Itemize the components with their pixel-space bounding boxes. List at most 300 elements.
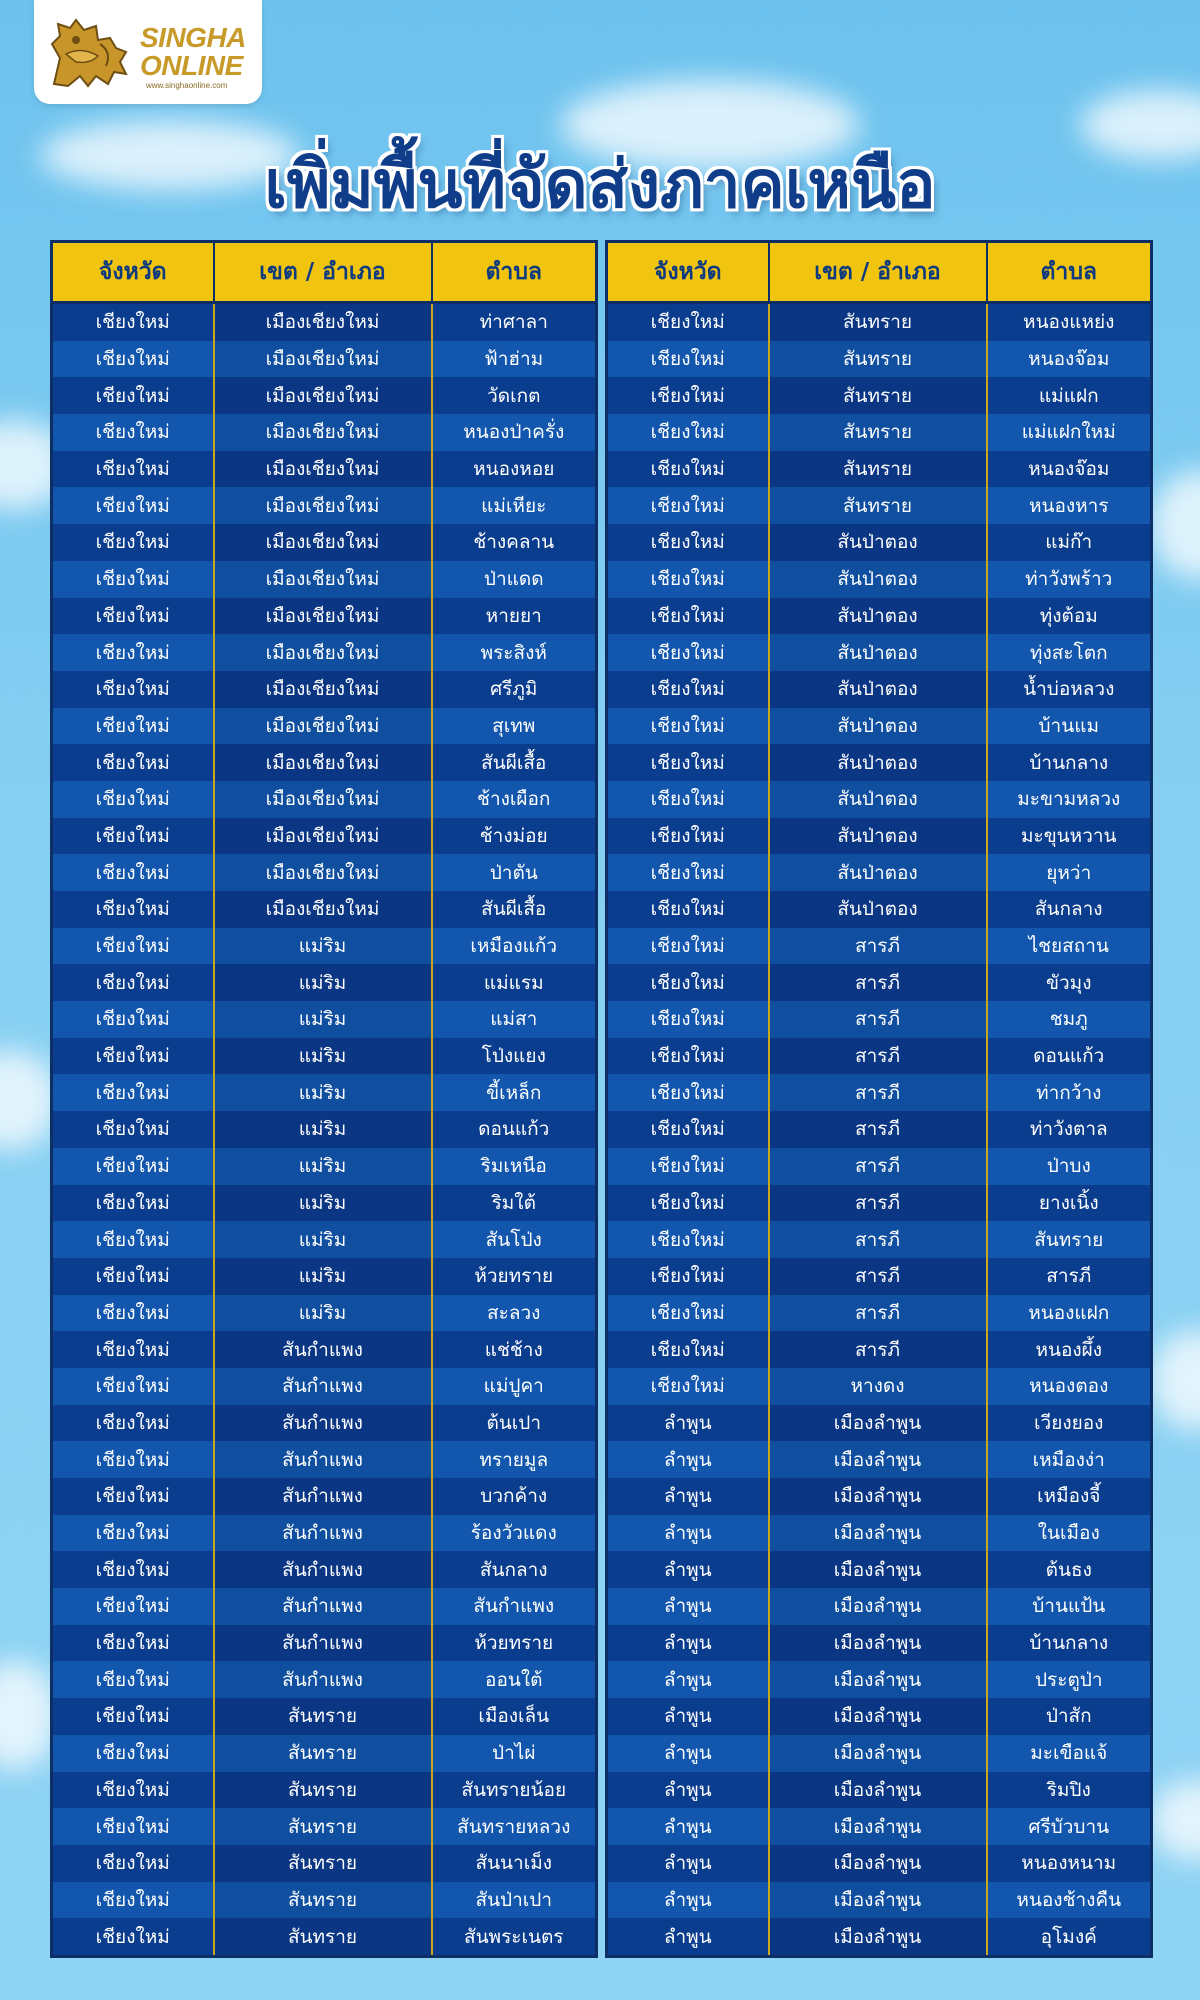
cell-province: เชียงใหม่ — [52, 598, 214, 635]
cell-province: เชียงใหม่ — [52, 1111, 214, 1148]
cell-subdistrict: ศรีบัวบาน — [987, 1808, 1152, 1845]
cell-subdistrict: โป่งแยง — [432, 1038, 597, 1075]
table-row — [52, 1515, 597, 1552]
cell-subdistrict: ยุหว่า — [987, 854, 1152, 891]
cell-district: เมืองเชียงใหม่ — [214, 818, 432, 855]
cell-province: เชียงใหม่ — [52, 1185, 214, 1222]
cell-district: สันทราย — [769, 487, 987, 524]
cell-province: เชียงใหม่ — [52, 1735, 214, 1772]
cell-district: สันทราย — [769, 303, 987, 341]
cell-subdistrict: บวกค้าง — [432, 1478, 597, 1515]
cell-province: เชียงใหม่ — [607, 377, 769, 414]
table-row — [52, 708, 597, 745]
cell-subdistrict: แม่แฝกใหม่ — [987, 414, 1152, 451]
cell-province: เชียงใหม่ — [52, 341, 214, 378]
cell-subdistrict: บ้านกลาง — [987, 1625, 1152, 1662]
cell-subdistrict: หนองแฝก — [987, 1295, 1152, 1332]
cell-subdistrict: สันนาเม็ง — [432, 1845, 597, 1882]
cell-subdistrict: ท่าวังตาล — [987, 1111, 1152, 1148]
cell-province: ลำพูน — [607, 1405, 769, 1442]
table-row — [52, 1001, 597, 1038]
cell-district: สันป่าตอง — [769, 818, 987, 855]
cell-district: เมืองลำพูน — [769, 1478, 987, 1515]
cell-province: ลำพูน — [607, 1441, 769, 1478]
cell-subdistrict: ร้องวัวแดง — [432, 1515, 597, 1552]
table-row — [607, 1551, 1152, 1588]
singha-lion-icon — [46, 14, 132, 92]
cell-province: ลำพูน — [607, 1845, 769, 1882]
cell-province: เชียงใหม่ — [52, 1441, 214, 1478]
table-row — [52, 1551, 597, 1588]
cell-district: เมืองเชียงใหม่ — [214, 341, 432, 378]
table-row — [52, 1258, 597, 1295]
table-row — [52, 854, 597, 891]
table-row — [52, 1882, 597, 1919]
cell-subdistrict: ศรีภูมิ — [432, 671, 597, 708]
logo-url: www.singhaonline.com — [146, 81, 228, 90]
page-title: เพิ่มพื้นที่จัดส่งภาคเหนือ — [264, 146, 936, 223]
cell-subdistrict: ป่าบง — [987, 1148, 1152, 1185]
cell-province: ลำพูน — [607, 1661, 769, 1698]
cell-province: เชียงใหม่ — [607, 928, 769, 965]
table-row — [52, 1295, 597, 1332]
cell-province: เชียงใหม่ — [607, 414, 769, 451]
cell-district: สันกำแพง — [214, 1441, 432, 1478]
cell-subdistrict: สุเทพ — [432, 708, 597, 745]
cell-district: สารภี — [769, 1331, 987, 1368]
cell-district: เมืองเชียงใหม่ — [214, 634, 432, 671]
cell-province: เชียงใหม่ — [52, 303, 214, 341]
cell-district: เมืองลำพูน — [769, 1772, 987, 1809]
cell-subdistrict: อุโมงค์ — [987, 1918, 1152, 1956]
cell-province: เชียงใหม่ — [52, 1478, 214, 1515]
table-row — [52, 377, 597, 414]
table-row — [607, 1515, 1152, 1552]
cell-province: เชียงใหม่ — [607, 487, 769, 524]
cell-province: ลำพูน — [607, 1772, 769, 1809]
cell-district: เมืองเชียงใหม่ — [214, 891, 432, 928]
cell-province: เชียงใหม่ — [607, 1111, 769, 1148]
cell-subdistrict: ต้นธง — [987, 1551, 1152, 1588]
cell-subdistrict: ป่าสัก — [987, 1698, 1152, 1735]
table-row — [607, 1661, 1152, 1698]
cell-district: หางดง — [769, 1368, 987, 1405]
cell-subdistrict: ห้วยทราย — [432, 1625, 597, 1662]
cell-district: สันทราย — [214, 1772, 432, 1809]
table-row — [52, 1185, 597, 1222]
cell-district: สารภี — [769, 1074, 987, 1111]
cell-subdistrict: ประตูป่า — [987, 1661, 1152, 1698]
delivery-area-table-left — [50, 240, 598, 1958]
cell-province: เชียงใหม่ — [52, 1551, 214, 1588]
cell-district: สันป่าตอง — [769, 744, 987, 781]
cell-district: แม่ริม — [214, 1074, 432, 1111]
cell-subdistrict: สันผีเสื้อ — [432, 891, 597, 928]
table-row — [607, 1735, 1152, 1772]
table-row — [607, 1331, 1152, 1368]
cell-district: สันทราย — [769, 377, 987, 414]
cell-district: เมืองลำพูน — [769, 1441, 987, 1478]
cell-district: สันทราย — [769, 451, 987, 488]
cell-subdistrict: ริมเหนือ — [432, 1148, 597, 1185]
cell-province: เชียงใหม่ — [607, 341, 769, 378]
cell-subdistrict: ป่าตัน — [432, 854, 597, 891]
cell-province: เชียงใหม่ — [52, 451, 214, 488]
cell-district: สารภี — [769, 1295, 987, 1332]
cell-province: เชียงใหม่ — [607, 524, 769, 561]
table-row — [607, 303, 1152, 341]
cell-subdistrict: สันกลาง — [987, 891, 1152, 928]
cell-district: เมืองลำพูน — [769, 1661, 987, 1698]
cell-district: สันป่าตอง — [769, 781, 987, 818]
cell-district: สันกำแพง — [214, 1661, 432, 1698]
table-row — [607, 1185, 1152, 1222]
cell-district: สันกำแพง — [214, 1368, 432, 1405]
cell-district: สันทราย — [214, 1808, 432, 1845]
table-row — [607, 1038, 1152, 1075]
cell-province: เชียงใหม่ — [52, 1515, 214, 1552]
cell-district: เมืองลำพูน — [769, 1515, 987, 1552]
cell-subdistrict: น้ำบ่อหลวง — [987, 671, 1152, 708]
table-row — [52, 1918, 597, 1956]
table-row — [52, 1221, 597, 1258]
table-row — [607, 1258, 1152, 1295]
table-row — [607, 964, 1152, 1001]
cell-subdistrict: หายยา — [432, 598, 597, 635]
cell-province: เชียงใหม่ — [607, 1295, 769, 1332]
cell-district: สารภี — [769, 1185, 987, 1222]
table-row — [607, 341, 1152, 378]
table-row — [607, 744, 1152, 781]
table-row — [52, 1588, 597, 1625]
cell-province: เชียงใหม่ — [52, 964, 214, 1001]
cloud-decoration — [1150, 1780, 1200, 1860]
cell-province: เชียงใหม่ — [52, 1074, 214, 1111]
cell-district: สารภี — [769, 1111, 987, 1148]
table-row — [607, 377, 1152, 414]
cell-province: เชียงใหม่ — [52, 671, 214, 708]
cell-subdistrict: ไชยสถาน — [987, 928, 1152, 965]
table-row — [607, 1845, 1152, 1882]
cell-subdistrict: ช้างเผือก — [432, 781, 597, 818]
table-row — [52, 341, 597, 378]
cell-subdistrict: บ้านแป้น — [987, 1588, 1152, 1625]
table-row — [52, 1074, 597, 1111]
cell-province: เชียงใหม่ — [52, 1148, 214, 1185]
cell-province: เชียงใหม่ — [607, 671, 769, 708]
table-row — [607, 1625, 1152, 1662]
cell-province: ลำพูน — [607, 1551, 769, 1588]
cell-district: สันทราย — [769, 414, 987, 451]
cell-district: สันกำแพง — [214, 1588, 432, 1625]
table-row — [607, 561, 1152, 598]
table-row — [607, 1221, 1152, 1258]
cell-province: เชียงใหม่ — [52, 1808, 214, 1845]
cell-subdistrict: ทุ่งต้อม — [987, 598, 1152, 635]
cell-province: เชียงใหม่ — [52, 1405, 214, 1442]
cell-subdistrict: เหมืองง่า — [987, 1441, 1152, 1478]
table-row — [607, 598, 1152, 635]
cell-district: สันกำแพง — [214, 1515, 432, 1552]
cell-district: เมืองเชียงใหม่ — [214, 377, 432, 414]
cell-district: สารภี — [769, 1221, 987, 1258]
cell-province: ลำพูน — [607, 1698, 769, 1735]
cell-district: เมืองลำพูน — [769, 1735, 987, 1772]
cell-province: เชียงใหม่ — [52, 1772, 214, 1809]
cell-district: เมืองเชียงใหม่ — [214, 744, 432, 781]
table-row — [607, 891, 1152, 928]
table-row — [52, 451, 597, 488]
cell-province: เชียงใหม่ — [607, 1221, 769, 1258]
cell-province: ลำพูน — [607, 1588, 769, 1625]
cell-subdistrict: แม่แรม — [432, 964, 597, 1001]
table-row — [52, 1625, 597, 1662]
cell-province: ลำพูน — [607, 1882, 769, 1919]
cell-subdistrict: ดอนแก้ว — [987, 1038, 1152, 1075]
cell-district: สารภี — [769, 1148, 987, 1185]
cell-province: เชียงใหม่ — [607, 303, 769, 341]
cell-subdistrict: บ้านกลาง — [987, 744, 1152, 781]
cell-subdistrict: ห้วยทราย — [432, 1258, 597, 1295]
cell-province: ลำพูน — [607, 1625, 769, 1662]
cell-subdistrict: สันโป่ง — [432, 1221, 597, 1258]
cell-subdistrict: มะขามหลวง — [987, 781, 1152, 818]
table-row — [607, 414, 1152, 451]
table-row — [607, 1295, 1152, 1332]
cell-subdistrict: แม่แฝก — [987, 377, 1152, 414]
cell-subdistrict: สันพระเนตร — [432, 1918, 597, 1956]
cell-district: สารภี — [769, 1038, 987, 1075]
cell-subdistrict: แม่เหียะ — [432, 487, 597, 524]
table-header-row — [52, 242, 597, 303]
table-row — [607, 1441, 1152, 1478]
cell-subdistrict: ฟ้าฮ่าม — [432, 341, 597, 378]
cell-province: เชียงใหม่ — [52, 414, 214, 451]
cell-province: ลำพูน — [607, 1808, 769, 1845]
cell-district: แม่ริม — [214, 1038, 432, 1075]
cloud-decoration — [1150, 470, 1200, 580]
table-row — [52, 891, 597, 928]
cell-district: เมืองเชียงใหม่ — [214, 598, 432, 635]
table-row — [52, 1845, 597, 1882]
cell-subdistrict: สันกำแพง — [432, 1588, 597, 1625]
cell-district: แม่ริม — [214, 1258, 432, 1295]
cell-province: เชียงใหม่ — [52, 561, 214, 598]
header-province: จังหวัด — [52, 242, 214, 303]
cell-subdistrict: ป่าแดด — [432, 561, 597, 598]
cell-subdistrict: ริมปิง — [987, 1772, 1152, 1809]
cell-subdistrict: ออนใต้ — [432, 1661, 597, 1698]
cell-subdistrict: ช้างม่อย — [432, 818, 597, 855]
table-row — [52, 1148, 597, 1185]
table-row — [607, 634, 1152, 671]
cell-province: เชียงใหม่ — [607, 561, 769, 598]
table-row — [607, 781, 1152, 818]
table-row — [607, 671, 1152, 708]
cell-province: เชียงใหม่ — [607, 781, 769, 818]
table-row — [52, 818, 597, 855]
cell-subdistrict: ช้างคลาน — [432, 524, 597, 561]
cell-province: เชียงใหม่ — [52, 781, 214, 818]
cell-subdistrict: สันทรายหลวง — [432, 1808, 597, 1845]
table-row — [52, 1331, 597, 1368]
cell-province: เชียงใหม่ — [52, 1038, 214, 1075]
cell-district: สันทราย — [214, 1882, 432, 1919]
cell-district: สันทราย — [214, 1845, 432, 1882]
cell-district: แม่ริม — [214, 1185, 432, 1222]
cell-subdistrict: สะลวง — [432, 1295, 597, 1332]
cell-district: เมืองเชียงใหม่ — [214, 561, 432, 598]
cell-district: แม่ริม — [214, 964, 432, 1001]
logo-text-line1: SINGHA — [140, 22, 246, 53]
table-row — [607, 1405, 1152, 1442]
cell-subdistrict: ขี้เหล็ก — [432, 1074, 597, 1111]
cell-province: เชียงใหม่ — [52, 818, 214, 855]
cell-subdistrict: แม่สา — [432, 1001, 597, 1038]
cell-subdistrict: วัดเกต — [432, 377, 597, 414]
cell-district: เมืองลำพูน — [769, 1625, 987, 1662]
cell-province: เชียงใหม่ — [52, 744, 214, 781]
table-row — [607, 1074, 1152, 1111]
cell-district: แม่ริม — [214, 1111, 432, 1148]
cell-province: เชียงใหม่ — [607, 891, 769, 928]
cell-province: เชียงใหม่ — [52, 1331, 214, 1368]
table-row — [607, 928, 1152, 965]
table-row — [52, 671, 597, 708]
cell-district: เมืองเชียงใหม่ — [214, 854, 432, 891]
cell-subdistrict: เมืองเล็น — [432, 1698, 597, 1735]
cell-province: เชียงใหม่ — [52, 634, 214, 671]
table-row — [607, 1111, 1152, 1148]
table-row — [52, 1808, 597, 1845]
table-row — [607, 524, 1152, 561]
table-header-row — [607, 242, 1152, 303]
table-row — [52, 634, 597, 671]
cell-province: เชียงใหม่ — [607, 1368, 769, 1405]
cell-province: เชียงใหม่ — [52, 524, 214, 561]
table-row — [607, 1698, 1152, 1735]
table-row — [52, 598, 597, 635]
cell-subdistrict: ในเมือง — [987, 1515, 1152, 1552]
cell-subdistrict: ทุ่งสะโตก — [987, 634, 1152, 671]
cell-province: เชียงใหม่ — [52, 1882, 214, 1919]
table-row — [52, 1735, 597, 1772]
cell-district: สันกำแพง — [214, 1405, 432, 1442]
cell-district: สันทราย — [214, 1698, 432, 1735]
table-row — [607, 854, 1152, 891]
table-row — [607, 818, 1152, 855]
cell-province: เชียงใหม่ — [52, 1258, 214, 1295]
cell-subdistrict: หนองหนาม — [987, 1845, 1152, 1882]
cell-district: เมืองเชียงใหม่ — [214, 451, 432, 488]
cell-district: เมืองลำพูน — [769, 1918, 987, 1956]
cell-subdistrict: เหมืองแก้ว — [432, 928, 597, 965]
cell-district: เมืองลำพูน — [769, 1405, 987, 1442]
cell-district: สันป่าตอง — [769, 671, 987, 708]
cell-district: สันป่าตอง — [769, 561, 987, 598]
cell-subdistrict: ต้นเปา — [432, 1405, 597, 1442]
cell-province: เชียงใหม่ — [607, 1185, 769, 1222]
table-row — [52, 1772, 597, 1809]
cell-province: เชียงใหม่ — [607, 1258, 769, 1295]
cell-subdistrict: หนองช้างคืน — [987, 1882, 1152, 1919]
cell-district: สารภี — [769, 928, 987, 965]
brand-logo[interactable] — [34, 0, 262, 104]
table-row — [52, 561, 597, 598]
cell-district: เมืองลำพูน — [769, 1808, 987, 1845]
cell-province: เชียงใหม่ — [52, 891, 214, 928]
cell-subdistrict: ท่ากว้าง — [987, 1074, 1152, 1111]
cell-district: สารภี — [769, 964, 987, 1001]
cell-district: สันป่าตอง — [769, 854, 987, 891]
cell-subdistrict: สารภี — [987, 1258, 1152, 1295]
cell-province: เชียงใหม่ — [607, 634, 769, 671]
cell-subdistrict: สันทราย — [987, 1221, 1152, 1258]
cell-subdistrict: แม่ก๊า — [987, 524, 1152, 561]
cell-subdistrict: สันป่าเปา — [432, 1882, 597, 1919]
cell-subdistrict: หนองหาร — [987, 487, 1152, 524]
table-row — [607, 1772, 1152, 1809]
cell-subdistrict: ขัวมุง — [987, 964, 1152, 1001]
cell-district: แม่ริม — [214, 1221, 432, 1258]
cell-subdistrict: พระสิงห์ — [432, 634, 597, 671]
cell-subdistrict: สันกลาง — [432, 1551, 597, 1588]
cell-province: เชียงใหม่ — [52, 1295, 214, 1332]
cell-district: แม่ริม — [214, 1295, 432, 1332]
cell-district: เมืองเชียงใหม่ — [214, 414, 432, 451]
cell-province: เชียงใหม่ — [52, 928, 214, 965]
cell-subdistrict: มะเขือแจ้ — [987, 1735, 1152, 1772]
cell-district: แม่ริม — [214, 928, 432, 965]
cell-district: เมืองลำพูน — [769, 1698, 987, 1735]
cell-province: เชียงใหม่ — [52, 1588, 214, 1625]
cell-district: เมืองลำพูน — [769, 1551, 987, 1588]
cell-province: เชียงใหม่ — [52, 377, 214, 414]
table-row — [52, 303, 597, 341]
header-province: จังหวัด — [607, 242, 769, 303]
table-row — [607, 1148, 1152, 1185]
cell-province: เชียงใหม่ — [52, 1661, 214, 1698]
table-row — [52, 1478, 597, 1515]
table-row — [52, 1661, 597, 1698]
cell-province: เชียงใหม่ — [52, 1368, 214, 1405]
cell-province: เชียงใหม่ — [607, 1331, 769, 1368]
header-subdistrict: ตำบล — [987, 242, 1152, 303]
cell-province: เชียงใหม่ — [607, 818, 769, 855]
cell-district: สันป่าตอง — [769, 708, 987, 745]
header-district: เขต / อำเภอ — [214, 242, 432, 303]
cell-subdistrict: หนองจ๊อม — [987, 451, 1152, 488]
cell-district: สันกำแพง — [214, 1478, 432, 1515]
cell-district: สันทราย — [214, 1918, 432, 1956]
cell-district: สันกำแพง — [214, 1551, 432, 1588]
table-row — [52, 1698, 597, 1735]
cell-district: สารภี — [769, 1258, 987, 1295]
cell-province: เชียงใหม่ — [607, 451, 769, 488]
cell-subdistrict: แช่ช้าง — [432, 1331, 597, 1368]
cell-province: เชียงใหม่ — [52, 487, 214, 524]
cell-province: เชียงใหม่ — [607, 1148, 769, 1185]
cell-district: สันป่าตอง — [769, 524, 987, 561]
cell-province: เชียงใหม่ — [52, 1918, 214, 1956]
table-row — [607, 1368, 1152, 1405]
cell-district: สันป่าตอง — [769, 598, 987, 635]
table-row — [52, 964, 597, 1001]
cell-subdistrict: ท่าศาลา — [432, 303, 597, 341]
cell-subdistrict: ป่าไผ่ — [432, 1735, 597, 1772]
cell-province: เชียงใหม่ — [607, 1074, 769, 1111]
cell-subdistrict: ทรายมูล — [432, 1441, 597, 1478]
